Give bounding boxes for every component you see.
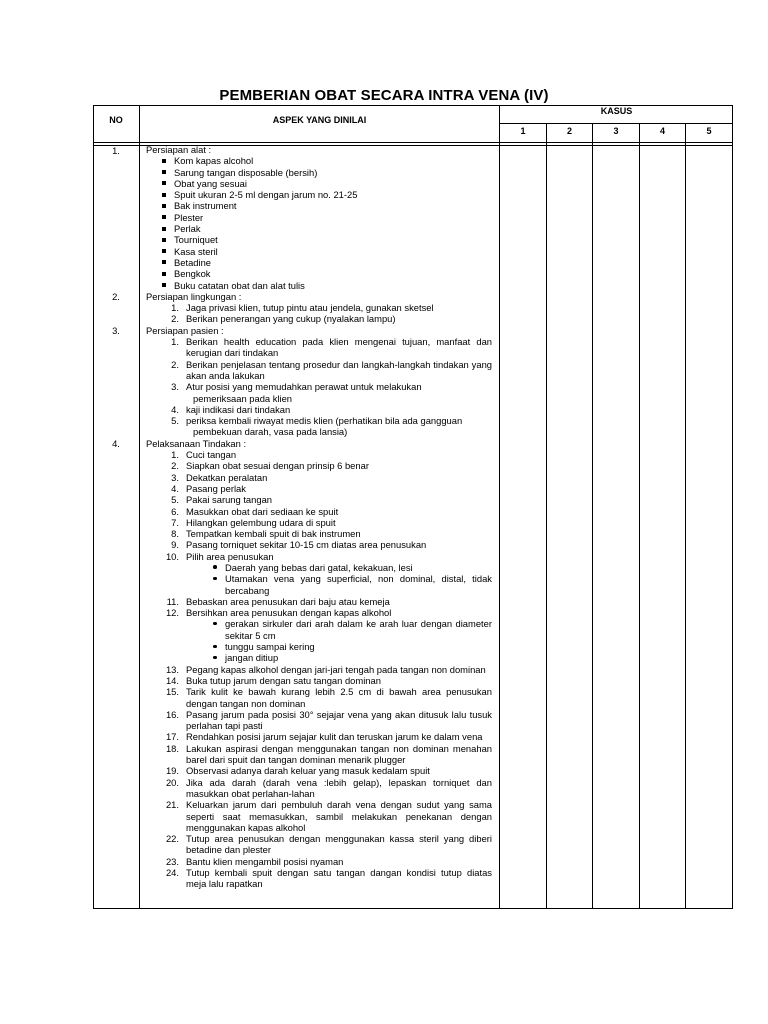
item-number: 2.: [171, 460, 179, 472]
list-item: Obat yang sesuai: [161, 178, 492, 189]
table-border-left: [93, 105, 94, 909]
assessment-table: [93, 105, 733, 909]
item-continuation: pemeriksaan pada klien: [193, 392, 293, 404]
patient-list: [146, 336, 492, 438]
list-item: [146, 731, 492, 742]
list-item: Buku catatan obat dan alat tulis: [161, 280, 492, 291]
section-title: Pelaksanaan Tindakan :: [146, 437, 247, 449]
list-item: [146, 381, 492, 404]
header-aspek: ASPEK YANG DINILAI: [272, 115, 367, 125]
list-item: [146, 551, 492, 596]
item-number: 5.: [171, 415, 179, 427]
item-text: Masukkan obat dari sediaan ke spuit: [186, 505, 339, 517]
item-number: 16.: [165, 708, 179, 720]
list-item: [146, 483, 492, 494]
item-number: 14.: [165, 674, 179, 686]
col-sep-aspek: [499, 105, 500, 909]
table-border-bottom: [93, 908, 733, 909]
list-item: Plester: [161, 212, 492, 223]
kasus-divider: [499, 123, 733, 124]
col-sep-case-1: [546, 123, 547, 909]
list-item: [146, 449, 492, 460]
section-title: Persiapan alat :: [146, 144, 212, 155]
list-item: Betadine: [161, 257, 492, 268]
procedure-list: [146, 449, 492, 890]
item-number: 6.: [171, 505, 179, 517]
section-title: Persiapan pasien :: [146, 324, 224, 336]
page-title: PEMBERIAN OBAT SECARA INTRA VENA (IV): [219, 87, 549, 104]
tool-list: [146, 155, 492, 291]
list-item: [146, 777, 492, 800]
list-item: [146, 313, 492, 324]
list-item: [146, 867, 492, 890]
item-text: Siapkan obat sesuai dengan prinsip 6 benar: [186, 460, 369, 472]
item-text: Bantu klien mengambil posisi nyaman: [186, 855, 344, 867]
item-text: Bebaskan area penusukan dari baju atau kemeja: [186, 595, 390, 607]
section-pelaksanaan-tindakan: [146, 438, 492, 890]
header-case-2: 2: [566, 126, 572, 136]
row-number-3: 3.: [112, 324, 120, 336]
list-item: [146, 833, 492, 856]
list-item: [146, 664, 492, 675]
item-text: Tutup area penusukan dengan menggunakan kassa steril yang diberi betadine dan plester: [186, 833, 492, 856]
col-sep-case-4: [685, 123, 686, 909]
list-item: [146, 494, 492, 505]
item-text: Bersihkan area penusukan dengan kapas alkohol: [186, 607, 392, 619]
item-number: 12.: [165, 607, 179, 619]
list-item: [146, 506, 492, 517]
list-item: [146, 528, 492, 539]
list-item: [146, 686, 492, 709]
item-number: 10.: [165, 550, 179, 562]
col-sep-case-2: [592, 123, 593, 909]
item-text: Jaga privasi klien, tutup pintu atau jendela, gunakan sketsel: [186, 302, 434, 314]
list-item: [146, 336, 492, 359]
item-text: Hilangkan gelembung udara di spuit: [186, 516, 336, 528]
item-text: Keluarkan jarum dari pembuluh darah vena dengan sudut yang sama seperti saat memasukkan, sambil melakukan penekanan dengan menggunakan kapas alkohol: [186, 799, 492, 833]
list-item: Spuit ukuran 2-5 ml dengan jarum no. 21-25: [161, 189, 492, 200]
col-sep-case-3: [639, 123, 640, 909]
item-number: 4.: [171, 403, 179, 415]
header-no: NO: [109, 115, 123, 125]
list-item: [146, 675, 492, 686]
item-text: kaji indikasi dari tindakan: [186, 403, 291, 415]
item-number: 1.: [171, 449, 179, 461]
item-number: 1.: [171, 336, 179, 348]
item-text: Tutup kembali spuit dengan satu tangan dangan kondisi tutup diatas meja lalu rapatkan: [186, 867, 492, 890]
item-number: 9.: [171, 539, 179, 551]
item-text: Tarik kulit ke bawah kurang lebih 2.5 cm di bawah area penusukan dengan tangan non dominan: [186, 686, 492, 709]
item-number: 17.: [165, 731, 179, 743]
item-text: Atur posisi yang memudahkan perawat untuk melakukan: [186, 381, 422, 393]
header-bottom-line: [93, 142, 733, 143]
item-number: 3.: [171, 381, 179, 393]
item-text: Dekatkan peralatan: [186, 471, 268, 483]
item-text: Pasang jarum pada posisi 30° sejajar vena yang akan ditusuk lalu tusuk perlahan tapi pasti: [186, 708, 492, 732]
item-number: 19.: [165, 765, 179, 777]
item-number: 2.: [171, 358, 179, 370]
item-continuation: pembekuan darah, vasa pada lansia): [193, 426, 348, 438]
col-sep-no: [139, 105, 140, 909]
table-border-right: [732, 105, 733, 909]
list-item: Kom kapas alcohol: [161, 155, 492, 166]
sub-list-item: tunggu sampai kering: [212, 641, 492, 652]
list-item: [146, 472, 492, 483]
header-case-3: 3: [613, 126, 619, 136]
item-text: Berikan health education pada klien mengenai tujuan, manfaat dan kerugian dari tindakan: [186, 336, 492, 359]
item-text: Pakai sarung tangan: [186, 494, 273, 506]
item-number: 18.: [165, 742, 179, 754]
list-item: [146, 799, 492, 833]
header-case-5: 5: [706, 126, 712, 136]
list-item: Bak instrument: [161, 200, 492, 211]
item-number: 15.: [165, 686, 179, 698]
item-text: Pegang kapas alkohol dengan jari-jari tengah pada tangan non dominan: [186, 663, 486, 675]
list-item: Kasa steril: [161, 246, 492, 257]
item-number: 22.: [165, 833, 179, 845]
sub-list-item: Utamakan vena yang superficial, non dominal, distal, tidak bercabang: [212, 573, 492, 596]
item-number: 13.: [165, 663, 179, 675]
section-persiapan-alat: [146, 144, 492, 291]
row-number-2: 2.: [112, 290, 120, 302]
item-text: Pilih area penusukan: [186, 550, 274, 562]
list-item: [146, 596, 492, 607]
list-item: Tourniquet: [161, 234, 492, 245]
list-item: [146, 539, 492, 550]
item-text: Pasang perlak: [186, 482, 246, 494]
list-item: [146, 404, 492, 415]
section-persiapan-lingkungan: [146, 291, 492, 325]
list-item: [146, 607, 492, 663]
item-number: 3.: [171, 471, 179, 483]
sub-list: [186, 562, 492, 596]
list-item: [146, 743, 492, 766]
item-number: 11.: [166, 595, 179, 607]
list-item: Sarung tangan disposable (bersih): [161, 167, 492, 178]
item-number: 4.: [171, 482, 179, 494]
list-item: [146, 359, 492, 382]
aspek-content: [146, 144, 492, 890]
section-persiapan-pasien: [146, 325, 492, 438]
item-number: 21.: [165, 799, 179, 811]
item-number: 1.: [171, 302, 179, 314]
list-item: Perlak: [161, 223, 492, 234]
list-item: [146, 460, 492, 471]
item-text: Berikan penjelasan tentang prosedur dan langkah-langkah tindakan yang akan anda lakukan: [186, 358, 492, 381]
item-text: Pasang torniquet sekitar 10-15 cm diatas area penusukan: [186, 539, 427, 551]
row-number-1: 1.: [112, 145, 120, 156]
item-text: Tempatkan kembali spuit di bak instrumen: [186, 528, 361, 540]
item-number: 5.: [171, 494, 179, 506]
item-number: 24.: [165, 867, 179, 878]
item-text: periksa kembali riwayat medis klien (perhatikan bila ada gangguan: [186, 415, 463, 427]
item-number: 23.: [165, 855, 179, 867]
item-text: Cuci tangan: [186, 449, 237, 461]
item-number: 7.: [171, 516, 179, 528]
header-case-4: 4: [659, 126, 665, 136]
item-text: Lakukan aspirasi dengan menggunakan tangan non dominan menahan barel dari spuit dan tangan dominan menarik plugger: [186, 742, 492, 766]
sub-list: [186, 618, 492, 663]
item-number: 2.: [171, 313, 179, 325]
sub-list-item: gerakan sirkuler dari arah dalam ke arah luar dengan diameter sekitar 5 cm: [212, 618, 492, 641]
environment-list: [146, 302, 492, 325]
item-number: 8.: [171, 528, 179, 540]
row-number-4: 4.: [112, 437, 120, 449]
item-text: Berikan penerangan yang cukup (nyalakan lampu): [186, 313, 396, 325]
list-item: Bengkok: [161, 268, 492, 279]
item-number: 20.: [165, 776, 179, 788]
item-text: Rendahkan posisi jarum sejajar kulit dan teruskan jarum ke dalam vena: [186, 731, 483, 743]
header-case-1: 1: [520, 126, 526, 136]
item-text: Jika ada darah (darah vena :lebih gelap), lepaskan torniquet dan masukkan obat perlahan-lahan: [186, 776, 492, 799]
list-item: [146, 302, 492, 313]
list-item: [146, 856, 492, 867]
sub-list-item: Daerah yang bebas dari gatal, kekakuan, lesi: [212, 562, 492, 573]
section-title: Persiapan lingkungan :: [146, 290, 242, 302]
list-item: [146, 517, 492, 528]
list-item: [146, 765, 492, 776]
item-text: Observasi adanya darah keluar yang masuk kedalam spuit: [186, 765, 430, 777]
sub-list-item: jangan ditiup: [212, 652, 492, 663]
list-item: [146, 415, 492, 438]
header-kasus: KASUS: [600, 106, 633, 116]
list-item: [146, 709, 492, 732]
item-text: Buka tutup jarum dengan satu tangan dominan: [186, 674, 381, 686]
